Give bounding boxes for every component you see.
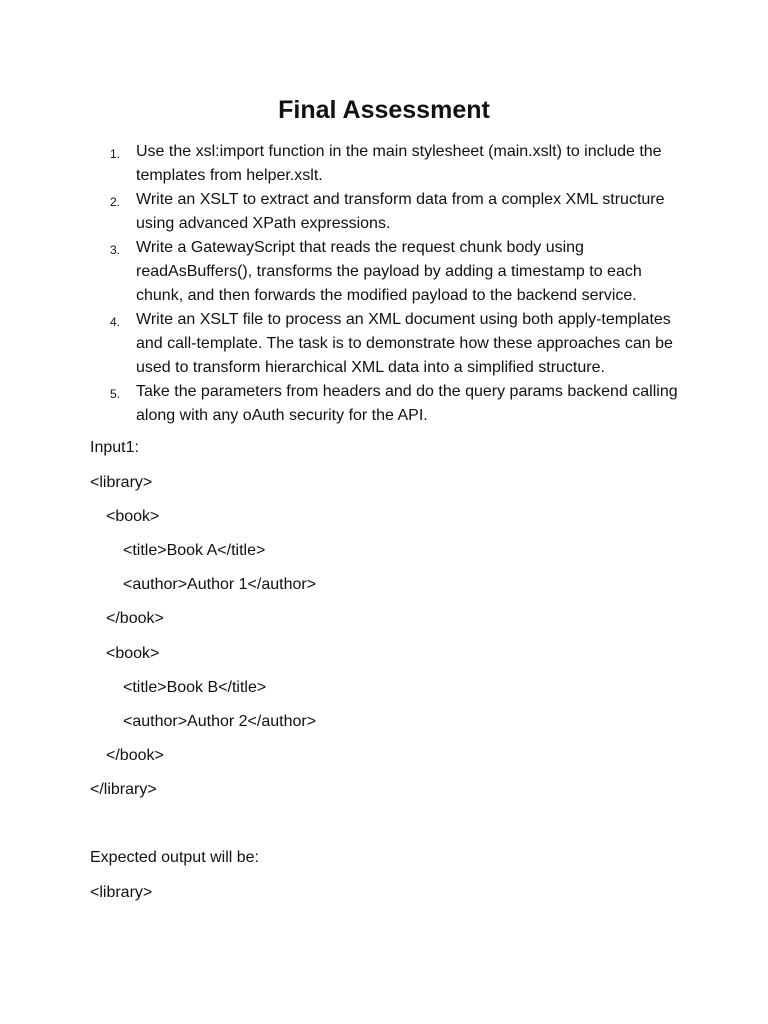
task-number: 1. <box>110 147 121 161</box>
task-number: 3. <box>110 243 121 257</box>
task-item-2 <box>0 188 681 236</box>
xml-line: <library> <box>90 474 153 491</box>
page-title: Final Assessment <box>278 96 490 124</box>
xml-line: <book> <box>106 645 160 662</box>
xml-line: </book> <box>106 747 164 764</box>
task-text: Write an XSLT to extract and transform data from a complex XML structure using advanced XPath expressions. <box>136 191 665 232</box>
xml-line: <author>Author 2</author> <box>123 713 317 730</box>
task-number: 2. <box>110 195 121 209</box>
task-text: Take the parameters from headers and do the query params backend calling along with any oAuth security for the API. <box>136 383 678 424</box>
xml-line: </library> <box>90 781 157 798</box>
xml-line: <author>Author 1</author> <box>123 576 317 593</box>
input-label: Input1: <box>90 439 139 456</box>
xml-line: <book> <box>106 508 160 525</box>
task-number: 5. <box>110 387 121 401</box>
task-number: 4. <box>110 315 121 329</box>
task-text: Use the xsl:import function in the main stylesheet (main.xslt) to include the templates from helper.xslt. <box>136 143 662 184</box>
expected-output-label: Expected output will be: <box>90 849 259 866</box>
task-item-3 <box>0 236 681 308</box>
task-list <box>0 140 768 428</box>
task-text: Write an XSLT file to process an XML document using both apply-templates and call-template. The task is to demonstrate how these approaches can be used to transform hierarchical XML data into a simplified structure. <box>136 311 673 376</box>
xml-line: <title>Book A</title> <box>123 542 266 559</box>
task-item-1 <box>0 140 681 188</box>
xml-line: </book> <box>106 610 164 627</box>
task-item-4 <box>0 308 681 380</box>
xml-line: <library> <box>90 884 153 901</box>
task-item-5 <box>0 380 681 428</box>
task-text: Write a GatewayScript that reads the request chunk body using readAsBuffers(), transforms the payload by adding a timestamp to each chunk, and then forwards the modified payload to the backend service. <box>136 239 642 304</box>
xml-line: <title>Book B</title> <box>123 679 267 696</box>
